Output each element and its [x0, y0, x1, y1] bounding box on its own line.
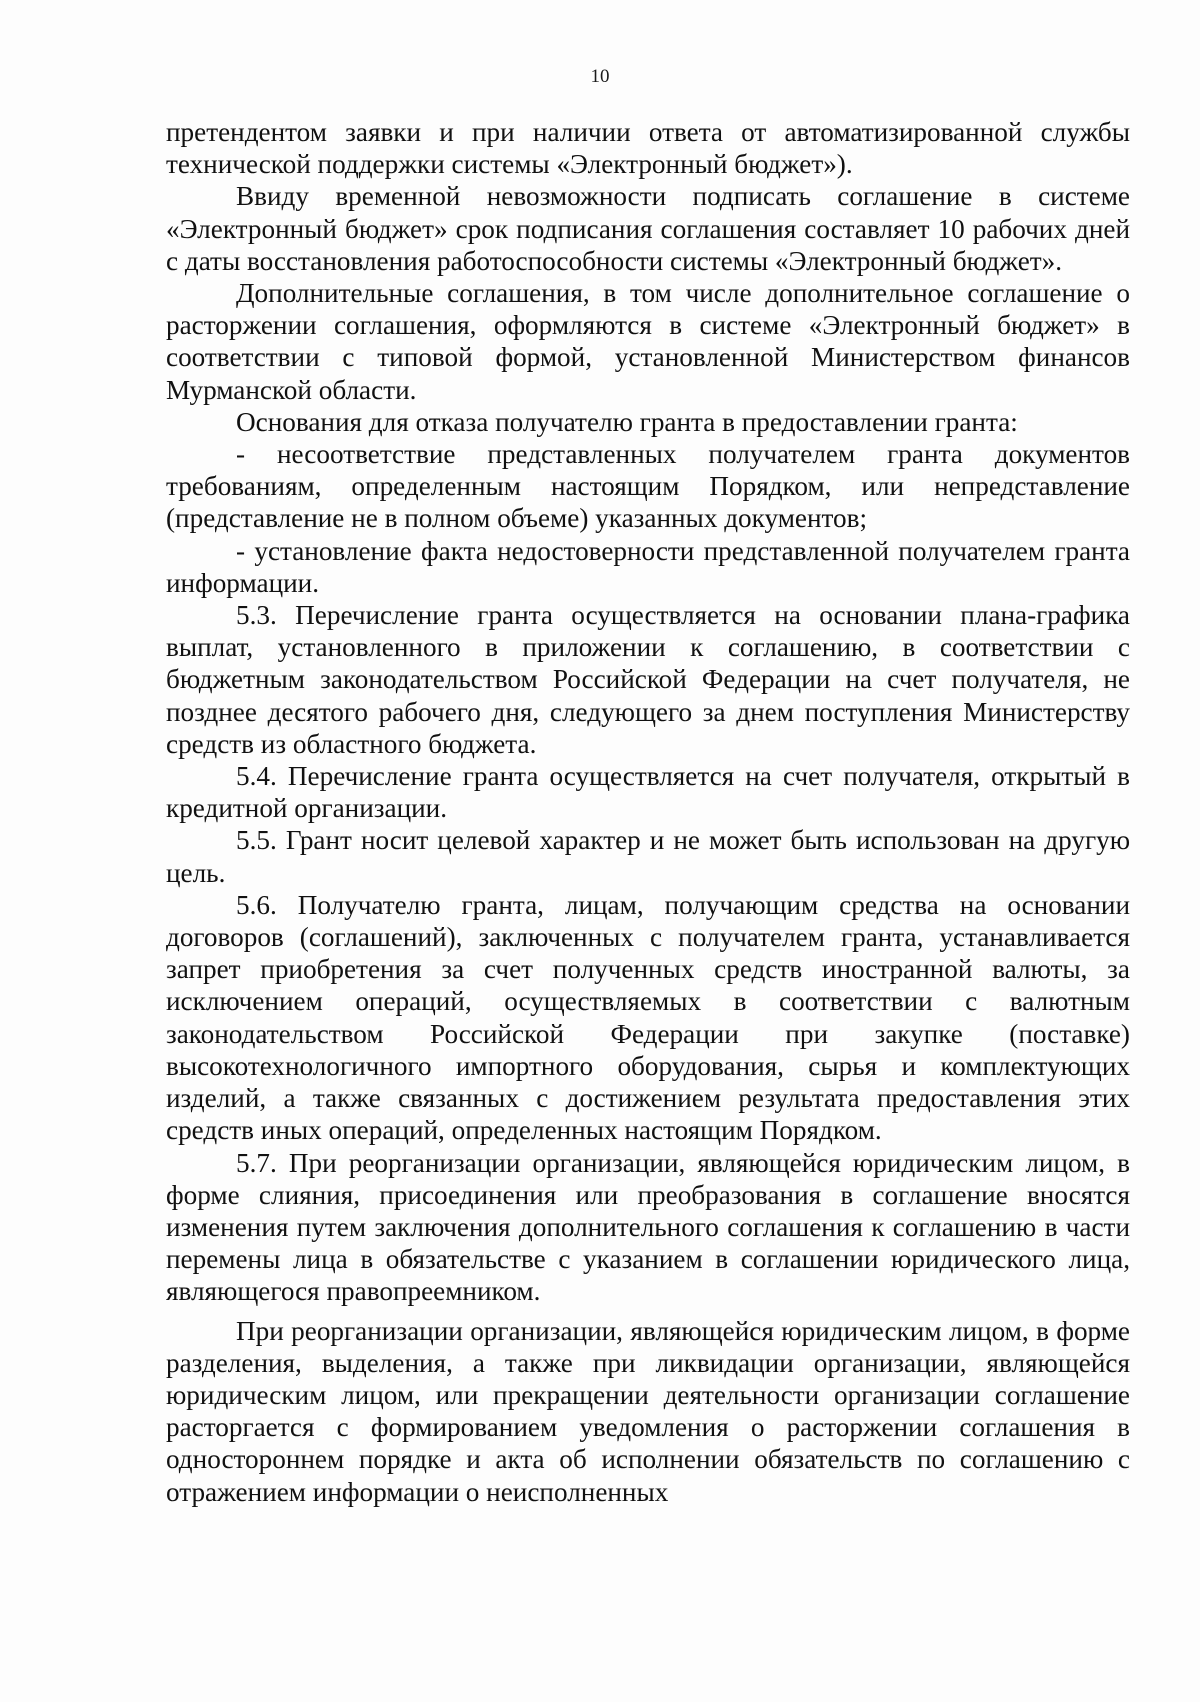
- list-item-noncompliance: - несоответствие представленных получателем гранта документов требованиям, определенным настоящим Порядком, или непредставление (представление не в полном объеме) указанных документов;: [166, 439, 1130, 534]
- paragraph-signing-deadline: Ввиду временной невозможности подписать соглашение в системе «Электронный бюджет» срок подписания соглашения составляет 10 рабочих дней с даты восстановления работоспособности системы «Электронный бюджет».: [166, 181, 1130, 276]
- paragraph-5-7: 5.7. При реорганизации организации, являющейся юридическим лицом, в форме слияния, присоединения или преобразования в соглашение вносятся изменения путем заключения дополнительного соглашения к соглашению в части перемены лица в обязательстве с указанием в соглашении юридического лица, являющегося правопреемником.: [166, 1147, 1130, 1307]
- page-number: 10: [590, 66, 610, 87]
- paragraph-5-3: 5.3. Перечисление гранта осуществляется на основании плана-графика выплат, установленного в приложении к соглашению, в соответствии с бюджетным законодательством Российской Федерации на счет получателя, не позднее десятого рабочего дня, следующего за днем поступления Министерству средств из областного бюджета.: [166, 600, 1130, 759]
- paragraph-5-4: 5.4. Перечисление гранта осуществляется на счет получателя, открытый в кредитной организации.: [166, 761, 1130, 824]
- paragraph-continuation: претендентом заявки и при наличии ответа от автоматизированной службы технической поддержки системы «Электронный бюджет»).: [166, 117, 1130, 180]
- paragraph-reorganization: При реорганизации организации, являющейся юридическим лицом, в форме разделения, выделения, а также при ликвидации организации, являющейся юридическим лицом, или прекращении деятельности организации соглашение расторгается с формированием уведомления о расторжении соглашения в одностороннем порядке и акта об исполнении обязательств по соглашению с отражением информации о неисполненных: [166, 1315, 1130, 1507]
- paragraph-5-5: 5.5. Грант носит целевой характер и не может быть использован на другую цель.: [166, 825, 1130, 888]
- paragraph-refusal-grounds: Основания для отказа получателю гранта в предоставлении гранта:: [236, 406, 1018, 437]
- list-item-false-information: - установление факта недостоверности представленной получателем гранта информации.: [166, 535, 1130, 598]
- paragraph-additional-agreements: Дополнительные соглашения, в том числе дополнительное соглашение о расторжении соглашения, оформляются в системе «Электронный бюджет» в соответствии с типовой формой, установленной Министерством финансов Мурманской области.: [166, 278, 1130, 405]
- paragraph-5-6: 5.6. Получателю гранта, лицам, получающим средства на основании договоров (соглашений), заключенных с получателем гранта, устанавливается запрет приобретения за счет полученных средств иностранной валюты, за исключением операций, осуществляемых в соответствии с валютным законодательством Российской Федерации при закупке (поставке) высокотехнологичного импортного оборудования, сырья и комплектующих изделий, а также связанных с достижением результата предоставления этих средств иных операций, определенных настоящим Порядком.: [166, 889, 1130, 1146]
- document-body: [166, 116, 1130, 1508]
